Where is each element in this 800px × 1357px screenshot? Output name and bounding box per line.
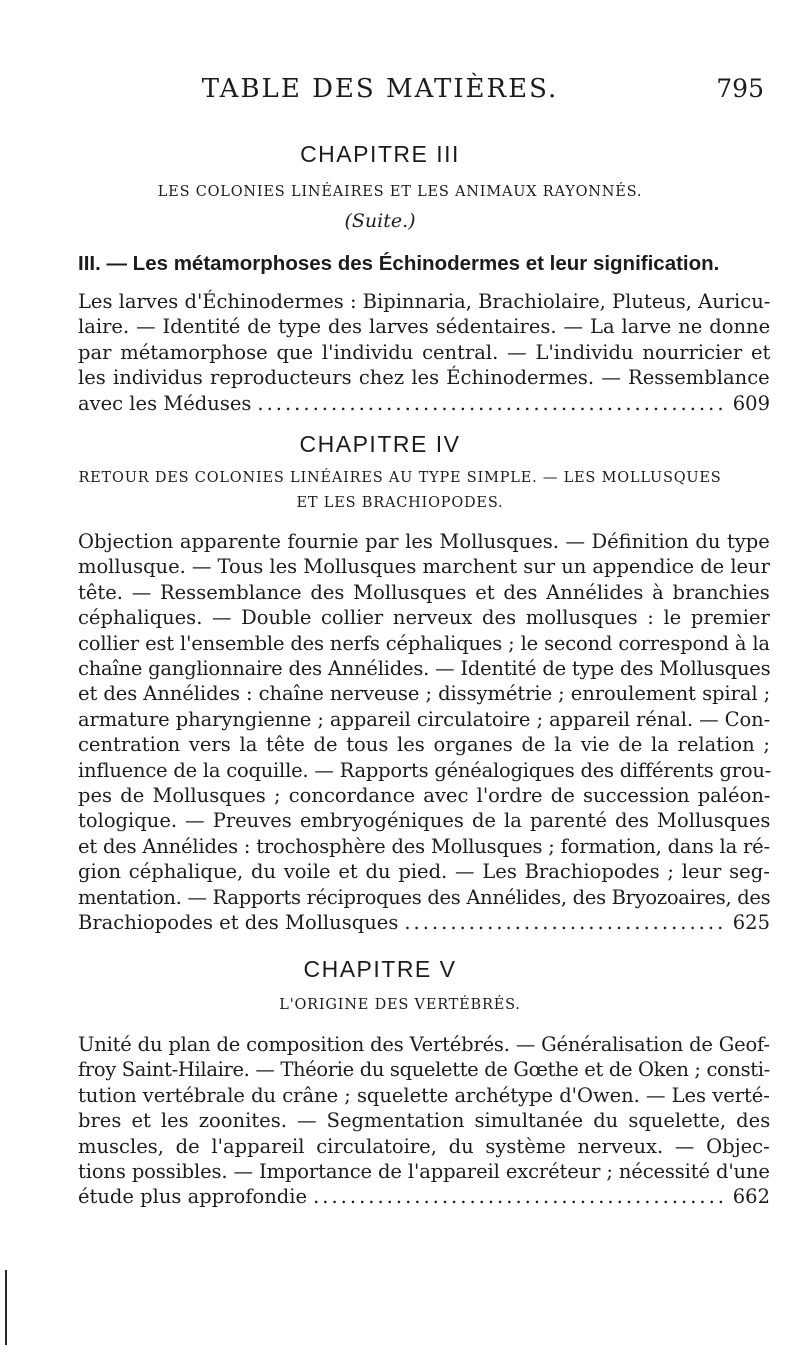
summary-line: influence de la coquille. — Rapports généalogiques des différents grou-	[78, 758, 772, 782]
summary-line: laire. — Identité de type des larves sédentaires. — La larve ne donne	[78, 315, 771, 339]
summary-line: Objection apparente fournie par les Mollusques. — Définition du type	[78, 530, 770, 553]
toc-entry-final-line	[78, 1184, 770, 1209]
chapter-5-heading: CHAPITRE V	[303, 956, 457, 982]
summary-line: tution vertébrale du crâne ; squelette archétype d'Owen. — Les verté-	[78, 1083, 770, 1107]
toc-entry-text: avec les Méduses	[78, 391, 252, 415]
chapter-3-note: (Suite.)	[344, 210, 416, 232]
toc-entry-text: étude plus approfondie	[78, 1185, 308, 1209]
summary-line: tologique. — Preuves embryogéniques de la parenté des Mollusques	[78, 809, 771, 833]
summary-line: par métamorphose que l'individu central. — L'individu nourricier et	[78, 340, 771, 364]
toc-entry-final-line	[78, 910, 770, 935]
summary-line: froy Saint-Hilaire. — Théorie du squelette de Gœthe et de Oken ; consti-	[78, 1058, 770, 1082]
summary-line: centration vers la tête de tous les organes de la vie de la relation ;	[78, 733, 770, 757]
toc-entry-text: Brachiopodes et des Mollusques	[78, 911, 399, 935]
summary-line: tête. — Ressemblance des Mollusques et des Annélides à branchies	[78, 580, 770, 604]
chapter-4-summary	[78, 529, 770, 936]
running-head	[0, 74, 800, 114]
chapter-4-heading: CHAPITRE IV	[299, 431, 461, 457]
dot-leader	[257, 391, 726, 416]
chapter-4-subtitle-line-2: ET LES BRACHIOPODES.	[296, 495, 504, 511]
summary-line: céphaliques. — Double collier nerveux des mollusques : le premier	[78, 606, 770, 630]
summary-line: Unité du plan de composition des Vertébrés. — Généralisation de Geof-	[78, 1033, 770, 1056]
dot-leader	[313, 1184, 727, 1209]
summary-line: et des Annélides : trochosphère des Mollusques ; formation, dans la ré-	[78, 834, 770, 858]
toc-page-number: 662	[732, 1185, 770, 1209]
summary-line: pes de Mollusques ; concordance avec l'ordre de succession paléon-	[78, 784, 771, 808]
summary-line: les individus reproducteurs chez les Échinodermes. — Ressemblance	[78, 366, 770, 390]
chapter-4-subtitle-line-1: RETOUR DES COLONIES LINÉAIRES AU TYPE SIMPLE. — LES MOLLUSQUES	[78, 470, 722, 486]
summary-line: mentation. — Rapports réciproques des Annélides, des Bryozoaires, des	[78, 885, 771, 909]
running-head-title: TABLE DES MATIÈRES.	[201, 74, 559, 104]
scan-edge-mark	[5, 1270, 7, 1345]
running-head-page-number: 795	[716, 74, 764, 103]
chapter-3-heading: CHAPITRE III	[300, 141, 460, 167]
chapter-5-subtitle: L'ORIGINE DES VERTÉBRÉS.	[279, 997, 521, 1013]
summary-line: muscles, de l'appareil circulatoire, du système nerveux. — Objec-	[78, 1134, 770, 1158]
summary-line: bres et les zoonites. — Segmentation simultanée du squelette, des	[78, 1109, 771, 1133]
summary-line: gion céphalique, du voile et du pied. — Les Brachiopodes ; leur seg-	[78, 860, 770, 884]
chapter-5-summary	[78, 1032, 770, 1210]
summary-line: armature pharyngienne ; appareil circulatoire ; appareil rénal. — Con-	[78, 707, 771, 731]
chapter-3-summary	[78, 289, 770, 416]
summary-line: chaîne ganglionnaire des Annélides. — Identité de type des Mollusques	[78, 657, 771, 681]
summary-line: collier est l'ensemble des nerfs céphaliques ; le second correspond à la	[78, 631, 770, 655]
toc-entry-final-line	[78, 391, 770, 416]
chapter-3-section-title: III. — Les métamorphoses des Échinodermes et leur signification.	[78, 252, 720, 275]
chapter-3-subtitle: LES COLONIES LINÉAIRES ET LES ANIMAUX RAYONNÉS.	[157, 184, 643, 200]
summary-line: mollusque. — Tous les Mollusques marchent sur un appendice de leur	[78, 555, 770, 579]
summary-line: Les larves d'Échinodermes : Bipinnaria, Brachiolaire, Pluteus, Auricu-	[78, 290, 771, 313]
toc-page-number: 609	[732, 391, 770, 415]
dot-leader	[404, 910, 726, 935]
summary-line: et des Annélides : chaîne nerveuse ; dissymétrie ; enroulement spiral ;	[78, 682, 771, 706]
toc-page-number: 625	[732, 911, 770, 935]
summary-line: tions possibles. — Importance de l'appareil excréteur ; nécessité d'une	[78, 1160, 770, 1184]
